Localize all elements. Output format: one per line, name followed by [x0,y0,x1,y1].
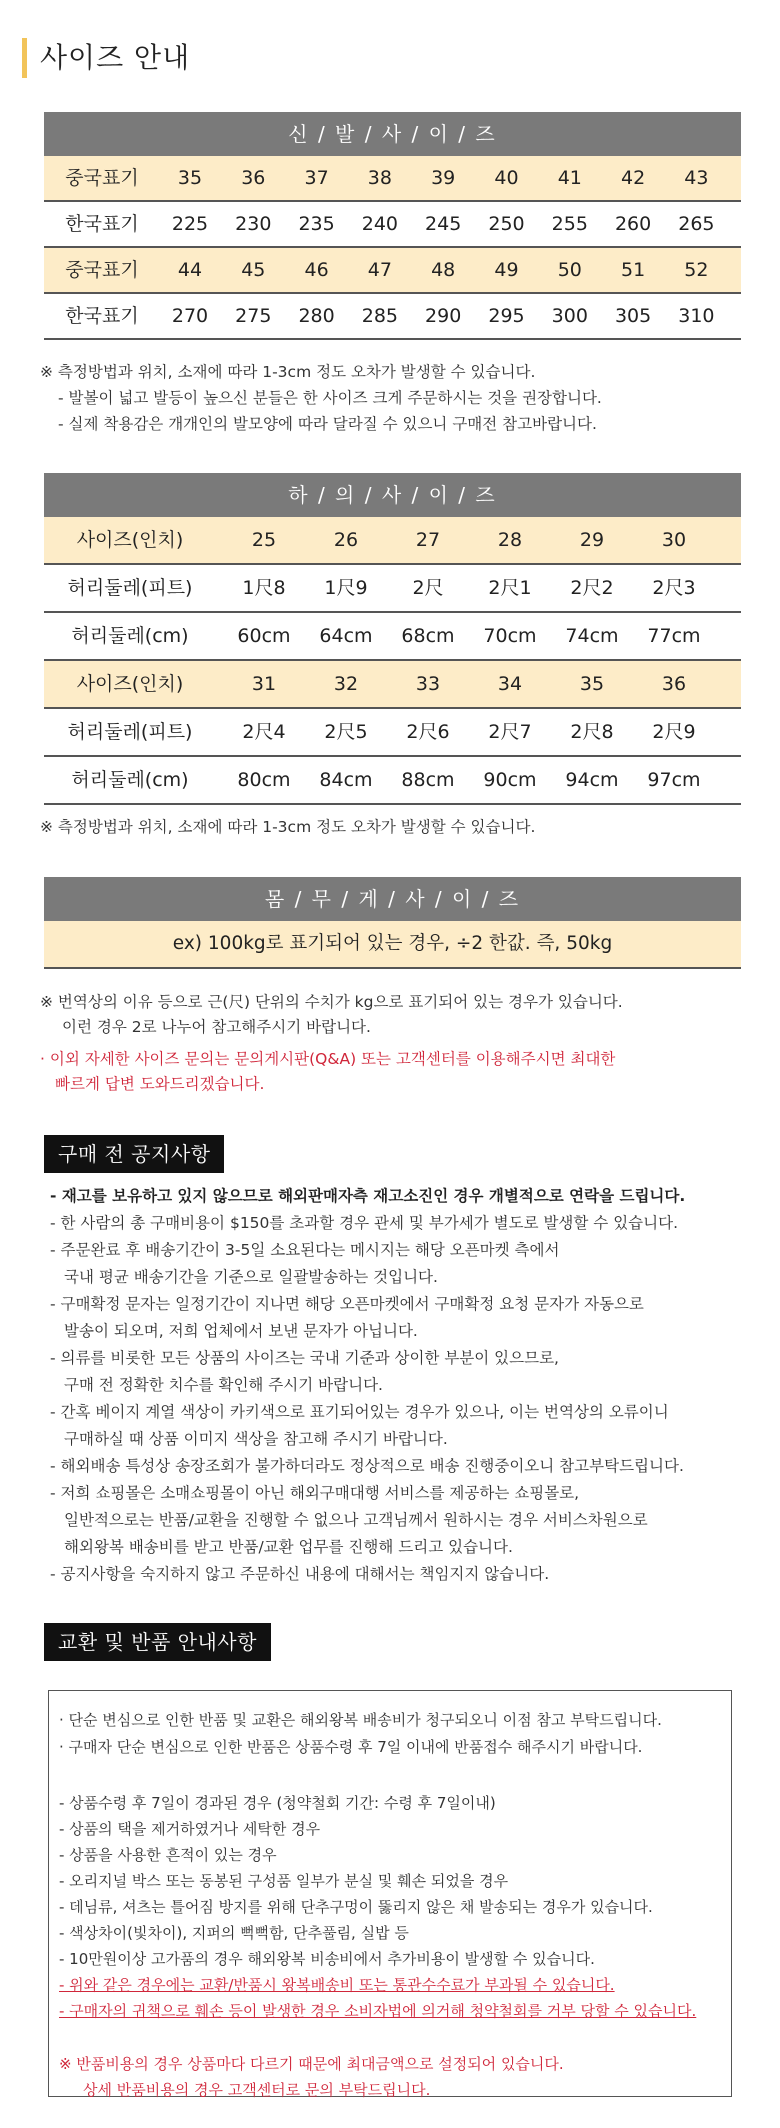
purchase-notice-line: - 구매확정 문자는 일정기간이 지나면 해당 오픈마켓에서 구매확정 요청 문자가 자동으로 [50,1295,644,1313]
pants-size-cell: 2尺 [412,577,444,599]
returns-line: - 색상차이(빛차이), 지퍼의 뻑뻑함, 단추풀림, 실밥 등 [59,1924,409,1942]
pants-row-label: 사이즈(인치) [76,673,184,695]
pants-size-row [44,709,741,757]
shoe-size-table-title: 신 / 발 / 사 / 이 / 즈 [44,112,741,156]
shoe-size-cell: 41 [557,167,582,189]
shoe-row-label: 중국표기 [65,167,139,189]
shoe-size-cell: 260 [614,213,652,235]
shoe-note-1: ※ 측정방법과 위치, 소재에 따라 1-3cm 정도 오차가 발생할 수 있습니다. [40,363,536,381]
purchase-notice-line: 해외왕복 배송비를 받고 반품/교환 업무를 진행해 드리고 있습니다. [64,1538,513,1556]
pants-size-table [44,473,741,805]
returns-box [48,1690,732,2097]
shoe-size-cell: 270 [171,305,209,327]
shoe-note-3: - 실제 착용감은 개개인의 발모양에 따라 달라질 수 있으니 구매전 참고바랍니다. [58,415,597,433]
pants-size-cell: 1尺9 [324,577,368,599]
shoe-size-cell: 50 [557,259,582,281]
pants-size-row [44,565,741,613]
pants-size-cell: 77cm [647,625,701,647]
shoe-size-row [44,294,741,340]
pants-size-cell: 32 [333,673,359,695]
pants-size-cell: 28 [497,529,523,551]
shoe-size-cell: 42 [621,167,646,189]
shoe-size-cell: 48 [431,259,456,281]
purchase-notice-label: 구매 전 공지사항 [44,1135,224,1173]
shoe-size-row [44,156,741,202]
shoe-size-table [44,112,741,340]
returns-line: - 오리지널 박스 또는 동봉된 구성품 일부가 분실 및 훼손 되었을 경우 [59,1872,509,1890]
shoe-size-cell: 225 [171,213,209,235]
purchase-notice-line: 구매하실 때 상품 이미지 색상을 참고해 주시기 바랍니다. [64,1430,448,1448]
shoe-row-label: 한국표기 [65,213,139,235]
pants-size-cell: 68cm [401,625,455,647]
returns-line: - 상품수령 후 7일이 경과된 경우 (청약철회 기간: 수령 후 7일이내) [59,1794,496,1812]
pants-size-row [44,757,741,805]
purchase-notice-line: - 저희 쇼핑몰은 소매쇼핑몰이 아닌 해외구매대행 서비스를 제공하는 쇼핑몰로, [50,1484,580,1502]
pants-size-cell: 90cm [483,769,537,791]
pants-size-cell: 26 [333,529,359,551]
shoe-note-2: - 발볼이 넓고 발등이 높으신 분들은 한 사이즈 크게 주문하시는 것을 권장합니다. [58,389,602,407]
purchase-notice-line: - 간혹 베이지 계열 색상이 카키색으로 표기되어있는 경우가 있으나, 이는 번역상의 오류이니 [50,1403,669,1421]
shoe-size-cell: 280 [298,305,335,327]
pants-size-table-title: 하 / 의 / 사 / 이 / 즈 [44,473,741,517]
pants-row-label: 허리둘레(피트) [67,721,193,743]
pants-row-label: 허리둘레(cm) [71,769,189,791]
size-inquiry-note-2: 빠르게 답변 도와드리겠습니다. [55,1075,265,1093]
weight-example: ex) 100kg로 표기되어 있는 경우, ÷2 한값. 즉, 50kg [44,921,741,969]
size-inquiry-note-1: · 이외 자세한 사이즈 문의는 문의게시판(Q&A) 또는 고객센터를 이용해주시면 최대한 [40,1050,616,1068]
shoe-size-cell: 45 [241,259,266,281]
returns-line: ※ 반품비용의 경우 상품마다 다르기 때문에 최대금액으로 설정되어 있습니다. [59,2055,564,2073]
pants-size-row [44,613,741,661]
shoe-size-row [44,248,741,294]
pants-size-cell: 2尺1 [488,577,532,599]
purchase-notice-line: 구매 전 정확한 치수를 확인해 주시기 바랍니다. [64,1376,383,1394]
returns-label: 교환 및 반품 안내사항 [44,1623,271,1661]
weight-note-1: ※ 번역상의 이유 등으로 근(尺) 단위의 수치가 kg으로 표기되어 있는 경우가 있습니다. [40,993,623,1011]
pants-size-cell: 29 [579,529,605,551]
shoe-size-cell: 305 [614,305,652,327]
pants-size-cell: 25 [251,529,277,551]
pants-size-cell: 2尺6 [406,721,450,743]
shoe-size-cell: 49 [494,259,519,281]
shoe-size-cell: 46 [304,259,329,281]
pants-size-cell: 2尺2 [570,577,614,599]
pants-size-cell: 97cm [647,769,701,791]
purchase-notice-line: - 해외배송 특성상 송장조회가 불가하더라도 정상적으로 배송 진행중이오니 참고부탁드립니다. [50,1457,684,1475]
weight-size-table [44,877,741,969]
purchase-notice-line: - 한 사람의 총 구매비용이 $150를 초과할 경우 관세 및 부가세가 별도로 발생할 수 있습니다. [50,1214,679,1232]
shoe-size-cell: 43 [684,167,709,189]
pants-size-cell: 70cm [483,625,537,647]
shoe-size-cell: 240 [361,213,399,235]
pants-row-label: 허리둘레(피트) [67,577,193,599]
pants-size-cell: 88cm [401,769,455,791]
weight-note-2: 이런 경우 2로 나누어 참고해주시기 바랍니다. [62,1018,371,1036]
returns-line: - 위와 같은 경우에는 교환/반품시 왕복배송비 또는 통관수수료가 부과될 수 있습니다. [59,1976,615,1994]
pants-size-row [44,661,741,709]
purchase-notice-line: - 의류를 비롯한 모든 상품의 사이즈는 국내 기준과 상이한 부분이 있으므로, [50,1349,559,1367]
pants-size-cell: 27 [415,529,441,551]
pants-note: ※ 측정방법과 위치, 소재에 따라 1-3cm 정도 오차가 발생할 수 있습니다. [40,818,536,836]
returns-line: - 구매자의 귀책으로 훼손 등이 발생한 경우 소비자법에 의거해 청약철회를 거부 당할 수 있습니다. [59,2002,697,2020]
shoe-size-cell: 265 [678,213,715,235]
purchase-notice-line: - 주문완료 후 배송기간이 3-5일 소요된다는 메시지는 해당 오픈마켓 측에서 [50,1241,560,1259]
pants-size-cell: 80cm [237,769,291,791]
shoe-size-cell: 245 [425,213,462,235]
shoe-size-cell: 235 [298,213,335,235]
pants-size-cell: 74cm [565,625,619,647]
pants-row-label: 사이즈(인치) [76,529,184,551]
returns-line: - 상품의 택을 제거하였거나 세탁한 경우 [59,1820,321,1838]
purchase-notice-line: 국내 평균 배송기간을 기준으로 일괄발송하는 것입니다. [64,1268,438,1286]
shoe-row-label: 한국표기 [65,305,139,327]
purchase-notice-line: - 재고를 보유하고 있지 않으므로 해외판매자측 재고소진인 경우 개별적으로 연락을 드립니다. [50,1187,686,1205]
shoe-size-cell: 44 [177,259,203,281]
shoe-size-cell: 230 [235,213,272,235]
pants-size-cell: 30 [661,529,687,551]
returns-line: · 구매자 단순 변심으로 인한 반품은 상품수령 후 7일 이내에 반품접수 해주시기 바랍니다. [59,1738,643,1756]
weight-size-table-title: 몸 / 무 / 게 / 사 / 이 / 즈 [44,877,741,921]
pants-size-cell: 2尺4 [242,721,286,743]
shoe-size-cell: 52 [684,259,709,281]
pants-size-cell: 94cm [565,769,619,791]
pants-size-cell: 64cm [319,625,373,647]
returns-line: - 10만원이상 고가품의 경우 해외왕복 비송비에서 추가비용이 발생할 수 있습니다. [59,1950,595,1968]
purchase-notice-line: - 공지사항을 숙지하지 않고 주문하신 내용에 대해서는 책임지지 않습니다. [50,1565,550,1583]
pants-size-cell: 1尺8 [242,577,286,599]
shoe-size-cell: 295 [488,305,525,327]
pants-size-cell: 34 [497,673,523,695]
shoe-size-cell: 36 [241,167,266,189]
shoe-size-cell: 250 [488,213,525,235]
pants-size-cell: 31 [251,673,277,695]
purchase-notice-list [50,1183,685,1588]
shoe-size-cell: 300 [551,305,588,327]
returns-line: · 단순 변심으로 인한 반품 및 교환은 해외왕복 배송비가 청구되오니 이점 참고 부탁드립니다. [59,1711,662,1729]
shoe-row-label: 중국표기 [65,259,139,281]
pants-size-cell: 2尺3 [652,577,696,599]
pants-size-cell: 2尺8 [570,721,614,743]
pants-size-cell: 2尺5 [324,721,368,743]
pants-size-cell: 33 [415,673,441,695]
shoe-size-cell: 40 [494,167,519,189]
purchase-notice-line: 발송이 되오며, 저희 업체에서 보낸 문자가 아닙니다. [64,1322,418,1340]
shoe-size-row [44,202,741,248]
shoe-size-cell: 51 [621,259,646,281]
pants-size-cell: 35 [579,673,605,695]
header-accent-bar [22,38,27,78]
page-title: 사이즈 안내 [40,41,191,74]
shoe-size-cell: 310 [678,305,715,327]
returns-line: 상세 반품비용의 경우 고객센터로 문의 부탁드립니다. [83,2081,431,2099]
pants-size-cell: 2尺7 [488,721,532,743]
shoe-size-cell: 38 [367,167,392,189]
shoe-size-cell: 255 [551,213,588,235]
shoe-size-cell: 39 [431,167,456,189]
shoe-size-cell: 47 [367,259,392,281]
pants-size-cell: 84cm [319,769,373,791]
shoe-size-cell: 37 [304,167,329,189]
pants-size-cell: 36 [661,673,687,695]
shoe-size-cell: 290 [425,305,462,327]
pants-size-row [44,517,741,565]
pants-size-cell: 60cm [237,625,291,647]
purchase-notice-line: 일반적으로는 반품/교환을 진행할 수 없으나 고객님께서 원하시는 경우 서비스차원으로 [64,1511,648,1529]
pants-row-label: 허리둘레(cm) [71,625,189,647]
shoe-size-cell: 285 [361,305,399,327]
returns-line: - 상품을 사용한 흔적이 있는 경우 [59,1846,277,1864]
shoe-size-cell: 35 [177,167,203,189]
shoe-size-cell: 275 [235,305,272,327]
pants-size-cell: 2尺9 [652,721,696,743]
returns-line: - 데님류, 셔츠는 틀어짐 방지를 위해 단추구멍이 뚫리지 않은 채 발송되는 경우가 있습니다. [59,1898,653,1916]
